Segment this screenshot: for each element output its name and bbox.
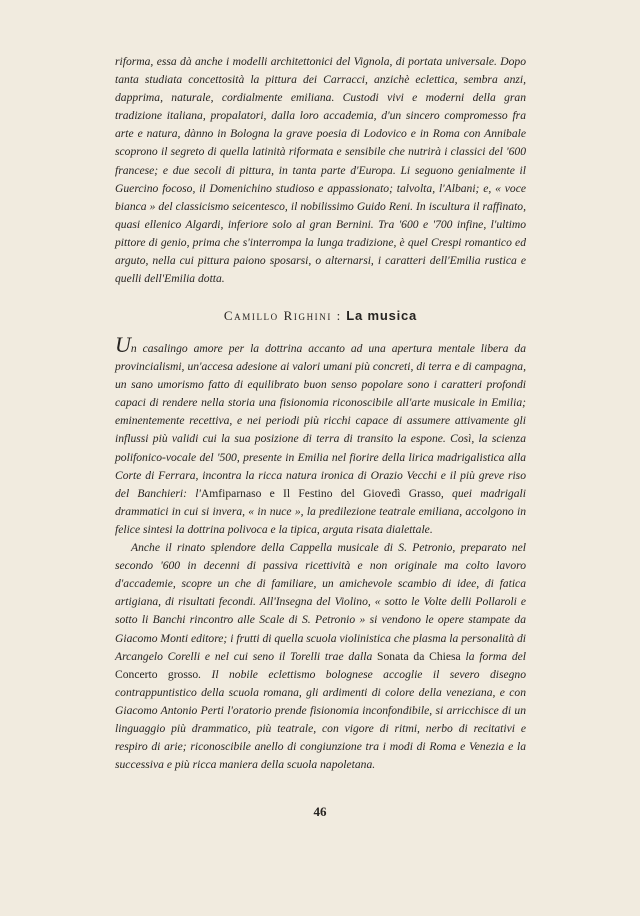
paragraph-top <box>115 53 526 288</box>
paragraph-1 <box>115 332 526 539</box>
page-number: 46 <box>313 804 327 819</box>
section-heading <box>115 308 526 324</box>
paragraph-2 <box>115 539 526 774</box>
paragraph-text: n casalingo amore per la dottrina accanto ad una apertura mentale libera da provincialismi, un'accesa adesione ai valori umani più concreti, di terra e di campagna, un sano umorismo fatto di equilibrato buon senso popolare sono i caratteri profondi capaci di rendere nella storia una fisionomia riconoscibile all'arte musicale in Emilia; eminentemente recettiva, e nei periodi più ricchi capace di assumere attivamente gli influssi più validi cui la sua posizione di terra di transito la espone. Così, la scienza polifonico-vocale del '500, presente in Emilia nel fiorire della lirica madrigalistica alla Corte di Ferrara, incontra la ricca natura ironica di Orazio Vecchi e il più greve riso del Banchieri: l' <box>115 342 526 500</box>
work-title: Concerto grosso <box>115 667 199 681</box>
section-title: La musica <box>346 308 418 323</box>
paragraph-text: . Il nobile eclettismo bolognese accoglie il severo disegno contrappuntistico della scuola romana, gli ardimenti di colore della veneziana, e con Giacomo Antonio Perti l'oratorio prende fisionomia inconfondibile, si arricchisce di un linguaggio più drammatico, più teatrale, con vigore di ritmi, nerbo di recitativi e respiro di arie; riconoscibile anello di congiunzione tra i modi di Roma e Venezia e la successiva e più ricca maniera della scuola napoletana. <box>115 667 527 772</box>
section-author: Camillo Righini <box>223 308 332 323</box>
drop-cap: U <box>115 332 131 357</box>
work-title: Il Festino del Giovedì Grasso <box>283 486 441 500</box>
work-title: Amfiparnaso <box>200 486 262 500</box>
paragraph-text: la forma del <box>460 649 526 663</box>
work-title: Sonata da Chiesa <box>377 649 461 663</box>
paragraph-text: riforma, essa dà anche i modelli architettonici del Vignola, di portata universale. Dopo tanta studiata concettosità la pittura dei Carracci, anzichè eclettica, sembra anzi, dapprima, naturale, cordialmente emiliana. Custodi vivi e moderni della gran tradizione italiana, propalatori, dalla loro accademia, d'un sincero compromesso fra arte e natura, dànno in Bologna la grave poesia di Lodovico e in Roma con Annibale scoprono il segreto di quella latinità riformata e sensibile che nutrirà i classici del '600 francese; e due secoli di pittura, in tanta parte d'Europa. Li seguono genialmente il Guercino focoso, il Domenichino studioso e appassionato; talvolta, l'Albani; e, « voce bianca » del classicismo seicentesco, il nobilissimo Guido Reni. In iscultura il raffinato, quasi ellenico Algardi, inferiore solo al gran Bernini. Tra '600 e '700 infine, l'ultimo pittore di genio, prima che s'interrompa la lunga tradizione, è quel Crespi romantico ed arguto, nella cui pittura paiono sposarsi, o alternarsi, i caratteri dell'Emilia rustica e quelli dell'Emilia dotta. <box>115 55 526 286</box>
paragraph-text: e <box>261 486 284 500</box>
section-separator: : <box>336 308 342 323</box>
paragraph-text: Anche il rinato splendore della Cappella musicale di S. Petronio, preparato nel secondo '600 in decenni di passiva ricettività e non originale ma colto lavoro d'accademie, scopre un che di familiare, un amichevole scambio di idee, di fatica artigiana, di risultati fecondi. All'Insegna del Violino, « sotto le Volte delli Pollaroli e sotto li Banchi rincontro alle Scale di S. Petronio » si vendono le opere stampate da Giacomo Monti editore; i frutti di quella scuola violinistica che plasma la personalità di Arcangelo Corelli e nel cui seno il Torelli trae dalla <box>115 541 526 663</box>
paragraph-text: , quei madrigali drammatici in cui si invera, « in nuce », la predilezione teatrale emiliana, accolgono in felice sintesi la dottrina polivoca e la tipica, arguta risata dialettale. <box>115 486 526 536</box>
section-body <box>115 332 527 774</box>
